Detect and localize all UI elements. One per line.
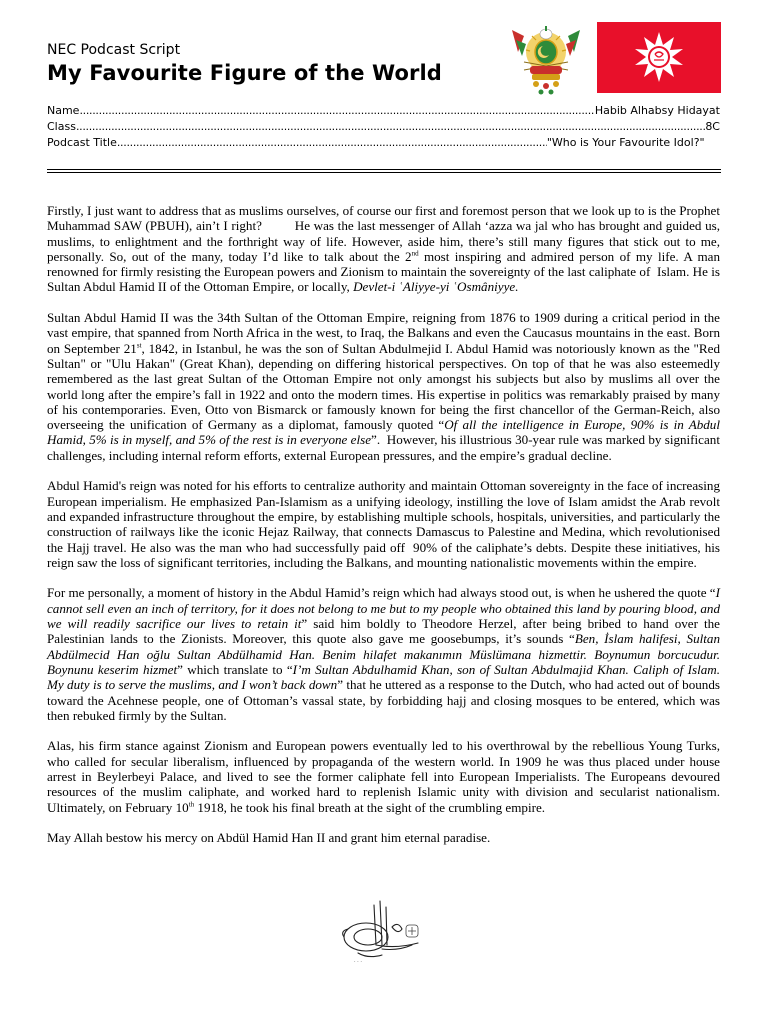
name-label: Name bbox=[47, 104, 80, 117]
document-title: My Favourite Figure of the World bbox=[47, 61, 442, 85]
ordinal-suffix: th bbox=[188, 800, 195, 809]
paragraph-intro-text-2: most inspiring and admired person of my life. A man renowned for firmly resisting the European powers and Zionism to maintain the sovereignty of the last caliphate of Islam. He is Sultan Abdul Hamid II of the Ottoman Empire, or locally, bbox=[47, 248, 721, 295]
class-label: Class bbox=[47, 120, 76, 133]
document-header bbox=[47, 42, 442, 86]
podcast-title-value: "Who is Your Favourite Idol?" bbox=[546, 136, 705, 149]
paragraph-quotes bbox=[47, 585, 720, 723]
divider-line-top bbox=[47, 169, 721, 170]
svg-text:· · ·: · · · bbox=[354, 959, 362, 965]
ordinal-suffix: nd bbox=[411, 249, 419, 258]
paragraph-closing-prayer: May Allah bestow his mercy on Abdül Hamid Han II and grant him eternal paradise. bbox=[47, 830, 491, 846]
document-subtitle: NEC Podcast Script bbox=[47, 42, 181, 58]
turkish-quote: Ben, İslam halifesi, Sultan Abdülmecid Han oğlu Sultan Abdülhamid Han. Benim hilafet makanımın Müslümana hizmettir. Boynumun borcucudur. Boynunu keserim hizmet bbox=[47, 631, 720, 677]
paragraph-quotes-text-3: ” which translate to “ bbox=[177, 661, 293, 677]
paragraph-biography-text: Sultan Abdul Hamid II was the 34th Sultan of the Ottoman Empire, reigning from 1876 to 1909 during a critical period in the vast empire, that spanned from North Africa in the west, to Iraq, the Balkans and even the Caucasus mountains in the east. Born on September 21 bbox=[47, 310, 720, 356]
divider-line-bottom bbox=[47, 172, 721, 173]
name-field bbox=[47, 104, 720, 118]
paragraph-biography-text-2: , 1842, in Istanbul, he was the son of Sultan Abdulmejid I. Abdul Hamid was notoriously known as the "Red Sultan" or "Ulu Hakan" (Great Khan), depending on differing historical perspectives. On top of that he was also esteemedly remembered as the last great Sultan of the Ottoman Empire not only amongst his subjects but also by muslims all over the world long after the empire’s fall in 1922 and onto the modern times. His expertise in politics was remarkably praised by many of his contemporaries. Even, Otto von Bismarck or famously known for being the first chancellor of the German-Reich, also overseeing the unification of Germany as a diplomat, famously quoted “ bbox=[47, 340, 720, 433]
paragraph-quotes-text: For me personally, a moment of history in the Abdul Hamid’s reign which had always stood out, is when he ushered the quote “ bbox=[47, 585, 716, 601]
paragraph-biography bbox=[47, 310, 720, 463]
paragraph-intro bbox=[47, 203, 720, 295]
podcast-title-field bbox=[47, 136, 720, 150]
class-value: 8C bbox=[705, 120, 720, 133]
bismarck-quote: Of all the intelligence in Europe, 90% is in Abdul Hamid, 5% is in myself, and 5% of the rest is in everyone else bbox=[47, 417, 720, 448]
class-leader-dots bbox=[76, 120, 705, 134]
paragraph-quotes-text-2: ” said him boldly to Theodore Herzel, after being bribed to hand over the Palestinian lands to the Zionists. Moreover, this quote also gave me goosebumps, it’s sounds “ bbox=[47, 616, 720, 647]
script-body bbox=[47, 203, 720, 861]
podcast-title-leader-dots bbox=[117, 136, 547, 150]
ottoman-flag-icon bbox=[597, 22, 721, 93]
paragraph-reign: Abdul Hamid's reign was noted for his efforts to centralize authority and maintain Ottoman sovereignty in the face of increasing European imperialism. He emphasized Pan-Islamism as a unifying ideology, instilling the love of Islam amidst the Arab revolt and expanded infrastructure throughout the empire, by establishing multiple schools, hospitals, universities, and particularly the construction of railways like the iconic Hejaz Railway, that connects Damascus to Palestine and Medina, which revolutionised the Hajj travel. He also was the man who had successfully paid off 90% of the caliphate’s debts. Despite these initiatives, his reign saw the loss of significant territories, including the Balkans, and mounting nationalistic movements within the empire. bbox=[47, 478, 720, 570]
tughra-signature-icon bbox=[338, 897, 430, 967]
class-field bbox=[47, 120, 720, 134]
ottoman-name-italic: Devlet-i ʿAliyye-yi ʿOsmâniyye. bbox=[353, 279, 519, 295]
paragraph-downfall-text-2: 1918, he took his final breath at the sight of the crumbling empire. bbox=[194, 799, 546, 815]
paragraph-downfall-text: Alas, his firm stance against Zionism and European powers eventually led to his overthrowal by the rebellious Young Turks, who called for secular liberalism, influenced by propaganda of the western world. In 1909 he was thus placed under house arrest in Beylerbeyi Palace, and lived to see the former caliphate fell into European Imperialists. The Europeans devoured resources of the muslim caliphate, and worked hard to replenish Islamic unity with division and secularist nationalism. Ultimately, on February 10 bbox=[47, 738, 720, 815]
paragraph-biography-text-3: ”. However, his illustrious 30-year rule was marked by significant challenges, including internal reform efforts, external European pressures, and the empire’s gradual decline. bbox=[47, 432, 720, 463]
paragraph-quotes-text-4: ” that he uttered as a response to the Dutch, who had acted out of bounds toward the Acehnese people, one of Ottoman’s vassal state, by forbidding hajj and closing mosques to be entered, which was then rebuked firmly by the Sultan. bbox=[47, 677, 720, 723]
ordinal-suffix: st bbox=[136, 341, 142, 350]
ottoman-coat-of-arms-icon bbox=[510, 22, 582, 98]
translated-quote: I’m Sultan Abdulhamid Khan, son of Sultan Abdulmajid Khan. Caliph of Islam. My duty is to serve the muslims, and I won’t back down bbox=[47, 661, 720, 693]
paragraph-intro-text: Firstly, I just want to address that as muslims ourselves, of course our first and foremost person that we look up to is the Prophet Muhammad SAW (PBUH), ain’t I right? He was the last messenger of Allah ‘azza wa jal who has brought and guided us, muslims, to enlightment and the forthright way of life. However, aside him, there’s still many figures that stick out to me, personally. So, out of the many, today I’d like to talk about the 2 bbox=[47, 203, 720, 264]
herzl-quote: I cannot sell even an inch of territory, for it does not belong to me but to my people who obtained this land by pouring blood, and we will readily sacrifice our lives to retain it bbox=[47, 585, 720, 632]
paragraph-downfall bbox=[47, 738, 720, 814]
name-leader-dots bbox=[79, 104, 594, 118]
name-value: Habib Alhabsy Hidayat bbox=[594, 104, 720, 117]
podcast-title-label: Podcast Title bbox=[47, 136, 117, 149]
